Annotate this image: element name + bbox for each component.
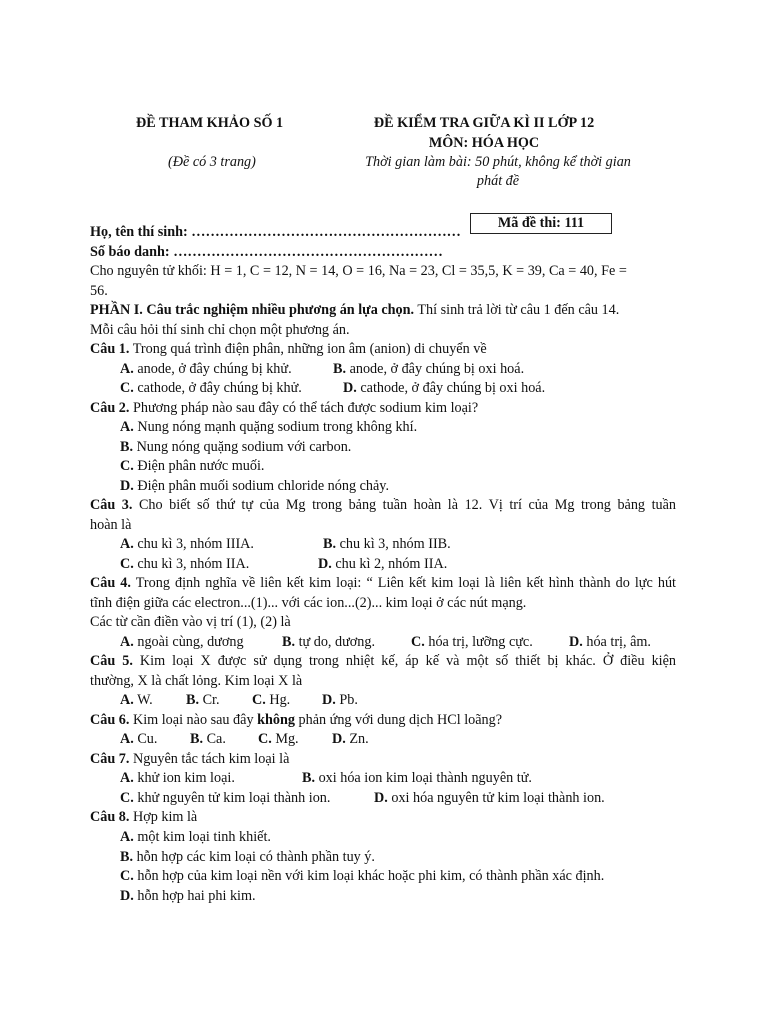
atomic-mass-line-1: Cho nguyên tử khối: H = 1, C = 12, N = 14, O = 16, Na = 23, Cl = 35,5, K = 39, Ca = 40, Fe = [90,263,627,279]
question-3-cont: hoàn là [90,517,132,533]
question-4 [90,574,676,594]
q2-option-d: D. Điện phân muối sodium chloride nóng chảy. [120,478,389,494]
question-text: Trong định nghĩa về liên kết kim loại: “ Liên kết kim loại là liên kết hình thành do lực hút [130,575,676,591]
question-4-cont: tĩnh điện giữa các electron...(1)... với các ion...(2)... kim loại ở các nút mạng. [90,595,527,611]
q3-option-b: B. chu kì 3, nhóm IIB. [323,536,451,552]
q7-option-b: B. oxi hóa ion kim loại thành nguyên tử. [302,770,532,786]
part1-heading [90,301,619,321]
q6-option-d: D. Zn. [332,731,369,747]
subject: MÔN: HÓA HỌC [428,135,540,151]
question-label: Câu 8. [90,809,130,825]
q3-option-c: C. chu kì 3, nhóm IIA. [120,556,250,572]
left-title: ĐỀ THAM KHẢO SỐ 1 [136,115,284,131]
q1-option-c: C. cathode, ở đây chúng bị khử. [120,380,302,396]
q4-option-d: D. hóa trị, âm. [569,634,651,650]
q6-option-a: A. Cu. [120,731,158,747]
question-label: Câu 4. [90,575,131,591]
exam-title: ĐỀ KIỂM TRA GIỮA KÌ II LỚP 12 [373,115,595,131]
q1-option-a: A. anode, ở đây chúng bị khử. [120,361,292,377]
q1-option-b: B. anode, ở đây chúng bị oxi hoá. [333,361,525,377]
q5-option-d: D. Pb. [322,692,358,708]
q7-option-a: A. khử ion kim loại. [120,770,235,786]
question-2 [90,399,478,419]
q5-option-b: B. Cr. [186,692,220,708]
question-7 [90,750,289,770]
question-4-cont-2: Các từ cần điền vào vị trí (1), (2) là [90,614,291,630]
q5-option-c: C. Hg. [252,692,291,708]
question-emphasis: không [257,712,295,728]
q3-option-d: D. chu kì 2, nhóm IIA. [318,556,448,572]
question-text: Hợp kim là [129,809,198,825]
question-label: Câu 1. [90,341,130,357]
q2-option-a: A. Nung nóng mạnh quặng sodium trong không khí. [120,419,418,435]
student-id-label: Số báo danh: ………………………………………………… [90,244,443,260]
question-text: Kim loại nào sau đây [129,712,258,728]
question-label: Câu 3. [90,497,133,513]
part1-title: PHẦN I. Câu trắc nghiệm nhiều phương án lựa chọn. [90,302,415,318]
q7-option-d: D. oxi hóa nguyên tử kim loại thành ion. [374,790,605,806]
question-3 [90,496,676,516]
question-label: Câu 5. [90,653,133,669]
question-text: Cho biết số thứ tự của Mg trong bảng tuần hoàn là 12. Vị trí của Mg trong bảng tuần [132,497,676,513]
question-text: Phương pháp nào sau đây có thể tách được sodium kim loại? [129,400,479,416]
q8-option-d: D. hỗn hợp hai phi kim. [120,888,256,904]
atomic-mass-line-2: 56. [90,283,108,299]
exam-code-box: Mã đề thi: 111 [470,213,612,234]
question-1 [90,340,487,360]
q8-option-a: A. một kim loại tinh khiết. [120,829,271,845]
question-5-cont: thường, X là chất lỏng. Kim loại X là [90,673,303,689]
question-5 [90,652,676,672]
q1-option-d: D. cathode, ở đây chúng bị oxi hoá. [343,380,546,396]
question-text: Kim loại X được sử dụng trong nhiệt kế, áp kế và một số thiết bị khác. Ở điều kiện [132,653,676,669]
q8-option-b: B. hỗn hợp các kim loại có thành phần tuy ý. [120,849,375,865]
page-count: (Đề có 3 trang) [168,154,256,170]
question-label: Câu 6. [90,712,130,728]
question-label: Câu 7. [90,751,130,767]
q3-option-a: A. chu kì 3, nhóm IIIA. [120,536,254,552]
question-8 [90,808,197,828]
time-line-2: phát đề [476,173,520,189]
q2-option-b: B. Nung nóng quặng sodium với carbon. [120,439,352,455]
q4-option-a: A. ngoài cùng, dương [120,634,244,650]
part1-desc-2: Mỗi câu hỏi thí sinh chỉ chọn một phương án. [90,322,350,338]
q4-option-b: B. tự do, dương. [282,634,376,650]
question-text: Nguyên tắc tách kim loại là [129,751,290,767]
q6-option-c: C. Mg. [258,731,299,747]
q7-option-c: C. khử nguyên tử kim loại thành ion. [120,790,331,806]
part1-desc: Thí sinh trả lời từ câu 1 đến câu 14. [414,302,620,318]
q6-option-b: B. Ca. [190,731,226,747]
student-name-label: Họ, tên thí sinh: ………………………………………………… [90,224,461,240]
time-line-1: Thời gian làm bài: 50 phút, không kể thời gian [365,154,631,170]
q5-option-a: A. W. [120,692,153,708]
question-text: Trong quá trình điện phân, những ion âm (anion) di chuyển về [129,341,487,357]
question-6 [90,711,502,731]
q2-option-c: C. Điện phân nước muối. [120,458,265,474]
question-label: Câu 2. [90,400,130,416]
q8-option-c: C. hỗn hợp của kim loại nền với kim loại khác hoặc phi kim, có thành phần xác định. [120,868,605,884]
q4-option-c: C. hóa trị, lưỡng cực. [411,634,533,650]
question-text: phản ứng với dung dịch HCl loãng? [294,712,503,728]
